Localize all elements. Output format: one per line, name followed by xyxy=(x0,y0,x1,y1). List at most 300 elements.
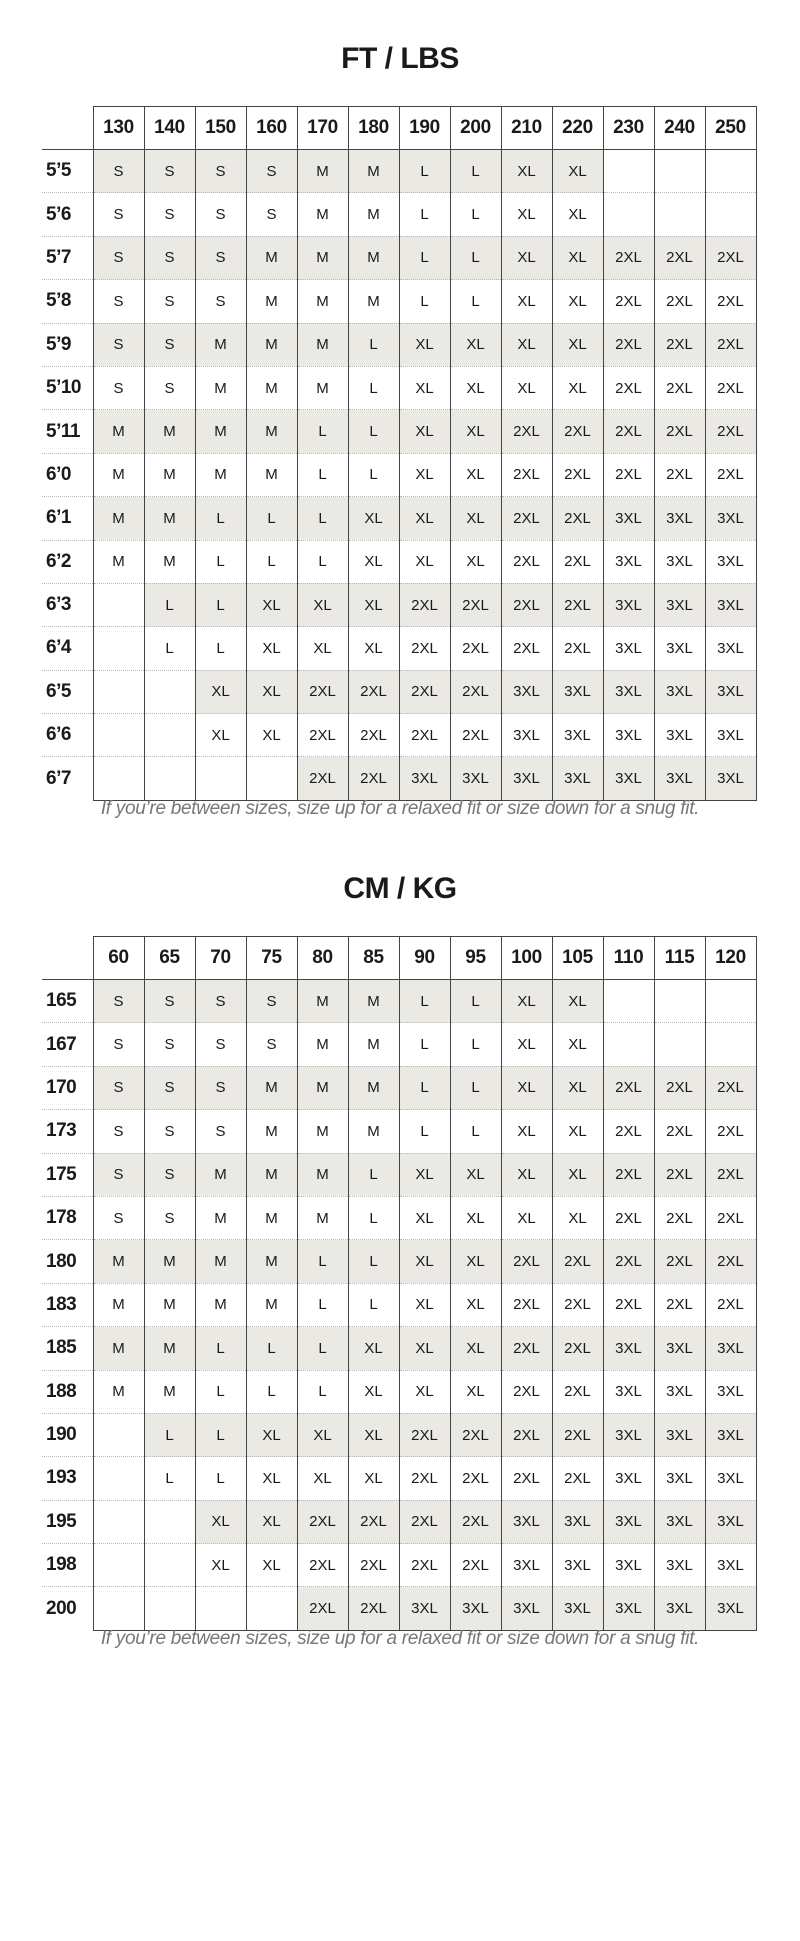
size-cell: M xyxy=(297,280,348,323)
size-cell: XL xyxy=(195,714,246,757)
table-row xyxy=(42,1196,756,1239)
size-cell: 2XL xyxy=(297,757,348,800)
size-cell: L xyxy=(297,540,348,583)
size-cell xyxy=(93,757,144,800)
size-cell xyxy=(93,1500,144,1543)
size-cell: L xyxy=(195,1457,246,1500)
size-cell: XL xyxy=(450,1283,501,1326)
size-cell: 3XL xyxy=(552,714,603,757)
size-cell: 2XL xyxy=(501,540,552,583)
size-cell: S xyxy=(195,193,246,236)
size-cell: 3XL xyxy=(654,1587,705,1630)
column-header: 100 xyxy=(501,937,552,980)
size-cell xyxy=(93,1587,144,1630)
ft-lbs-section xyxy=(0,38,800,819)
table-title: FT / LBS xyxy=(341,42,459,75)
column-header: 115 xyxy=(654,937,705,980)
size-cell: M xyxy=(144,1240,195,1283)
size-cell: 3XL xyxy=(654,627,705,670)
column-header: 200 xyxy=(450,107,501,150)
size-cell: 2XL xyxy=(399,714,450,757)
size-cell: M xyxy=(297,1196,348,1239)
row-header: 175 xyxy=(42,1153,93,1196)
table-row xyxy=(42,627,756,670)
size-cell: 3XL xyxy=(654,1457,705,1500)
size-cell: S xyxy=(93,366,144,409)
size-cell: XL xyxy=(348,1370,399,1413)
size-cell: L xyxy=(144,583,195,626)
size-cell: 2XL xyxy=(552,1240,603,1283)
size-cell: L xyxy=(348,323,399,366)
size-cell: 2XL xyxy=(348,714,399,757)
size-cell: 2XL xyxy=(297,1500,348,1543)
size-cell: S xyxy=(195,236,246,279)
size-cell xyxy=(654,980,705,1023)
size-cell: 2XL xyxy=(552,453,603,496)
size-cell: M xyxy=(195,366,246,409)
size-cell: 2XL xyxy=(399,670,450,713)
table-row xyxy=(42,1283,756,1326)
cm-kg-section xyxy=(0,868,800,1649)
size-cell: 3XL xyxy=(705,1457,756,1500)
size-cell: L xyxy=(297,1327,348,1370)
size-cell: S xyxy=(93,1196,144,1239)
size-cell: 3XL xyxy=(654,1413,705,1456)
size-cell: L xyxy=(399,280,450,323)
size-cell: L xyxy=(450,280,501,323)
size-cell: 2XL xyxy=(654,1110,705,1153)
size-cell: 3XL xyxy=(705,1544,756,1587)
size-cell: L xyxy=(297,410,348,453)
size-cell: S xyxy=(246,150,297,193)
size-cell: L xyxy=(246,540,297,583)
size-cell: 3XL xyxy=(603,1327,654,1370)
size-cell: 3XL xyxy=(399,757,450,800)
size-cell: XL xyxy=(501,193,552,236)
size-cell: XL xyxy=(501,366,552,409)
size-cell: 2XL xyxy=(654,1283,705,1326)
size-table xyxy=(42,936,757,1631)
row-header: 6’4 xyxy=(42,627,93,670)
size-cell: 2XL xyxy=(654,1066,705,1109)
size-cell: M xyxy=(348,1066,399,1109)
size-cell: XL xyxy=(552,980,603,1023)
size-cell: M xyxy=(297,366,348,409)
size-cell: S xyxy=(93,1066,144,1109)
size-cell: XL xyxy=(195,1544,246,1587)
size-cell: M xyxy=(195,1196,246,1239)
size-cell: L xyxy=(348,1240,399,1283)
size-cell: M xyxy=(348,1023,399,1066)
size-cell: XL xyxy=(246,1500,297,1543)
table-row xyxy=(42,1587,756,1630)
size-cell: M xyxy=(93,453,144,496)
size-cell: 2XL xyxy=(705,453,756,496)
size-cell: 2XL xyxy=(297,1544,348,1587)
size-cell: L xyxy=(144,627,195,670)
table-row xyxy=(42,193,756,236)
size-cell: L xyxy=(348,1196,399,1239)
size-cell: 2XL xyxy=(552,627,603,670)
size-cell: 2XL xyxy=(450,583,501,626)
size-cell xyxy=(705,1023,756,1066)
row-header: 188 xyxy=(42,1370,93,1413)
size-cell: XL xyxy=(399,410,450,453)
table-row xyxy=(42,1500,756,1543)
size-cell: 2XL xyxy=(348,1544,399,1587)
size-cell: L xyxy=(246,497,297,540)
column-header: 105 xyxy=(552,937,603,980)
size-cell: 2XL xyxy=(705,323,756,366)
size-cell: XL xyxy=(501,236,552,279)
size-cell: 3XL xyxy=(705,1500,756,1543)
size-cell: XL xyxy=(399,1283,450,1326)
size-cell: 2XL xyxy=(450,1457,501,1500)
sizing-note: If you’re between sizes, size up for a relaxed fit or size down for a snug fit. xyxy=(100,1628,700,1649)
size-cell: 3XL xyxy=(705,670,756,713)
size-cell: M xyxy=(246,1283,297,1326)
size-cell: 3XL xyxy=(603,1500,654,1543)
column-header: 220 xyxy=(552,107,603,150)
size-cell xyxy=(654,193,705,236)
size-cell: 3XL xyxy=(603,670,654,713)
size-cell: 2XL xyxy=(552,1413,603,1456)
column-header: 140 xyxy=(144,107,195,150)
size-cell: S xyxy=(246,980,297,1023)
size-cell: XL xyxy=(552,323,603,366)
table-row xyxy=(42,1457,756,1500)
size-cell: 3XL xyxy=(603,1544,654,1587)
table-row xyxy=(42,583,756,626)
size-cell xyxy=(705,150,756,193)
size-cell: XL xyxy=(399,1370,450,1413)
size-cell: L xyxy=(348,410,399,453)
size-cell: 2XL xyxy=(552,410,603,453)
size-cell: XL xyxy=(246,1413,297,1456)
size-cell: M xyxy=(297,1110,348,1153)
row-header: 6’1 xyxy=(42,497,93,540)
size-cell xyxy=(144,1587,195,1630)
size-cell: M xyxy=(195,453,246,496)
table-row xyxy=(42,1370,756,1413)
size-cell xyxy=(603,980,654,1023)
row-header: 185 xyxy=(42,1327,93,1370)
size-cell: M xyxy=(246,280,297,323)
size-cell: M xyxy=(246,1110,297,1153)
size-cell: 3XL xyxy=(552,1500,603,1543)
size-cell xyxy=(144,670,195,713)
size-cell: L xyxy=(246,1327,297,1370)
size-cell: XL xyxy=(552,1110,603,1153)
size-cell: 3XL xyxy=(705,1327,756,1370)
size-cell: L xyxy=(195,1413,246,1456)
size-cell: XL xyxy=(246,670,297,713)
size-cell: 3XL xyxy=(501,1500,552,1543)
size-cell: XL xyxy=(246,627,297,670)
size-cell: S xyxy=(144,280,195,323)
size-cell: S xyxy=(144,1023,195,1066)
size-cell: L xyxy=(348,1283,399,1326)
size-cell: XL xyxy=(246,714,297,757)
size-cell: XL xyxy=(552,150,603,193)
size-cell: XL xyxy=(501,323,552,366)
size-cell: 3XL xyxy=(654,670,705,713)
size-cell: 2XL xyxy=(654,1196,705,1239)
size-cell: L xyxy=(399,193,450,236)
table-row xyxy=(42,1240,756,1283)
size-cell: M xyxy=(297,236,348,279)
size-cell: M xyxy=(246,1240,297,1283)
size-cell: M xyxy=(195,410,246,453)
size-cell: M xyxy=(144,1370,195,1413)
size-cell: L xyxy=(297,1283,348,1326)
table-row xyxy=(42,1023,756,1066)
size-cell: XL xyxy=(399,497,450,540)
size-cell: 2XL xyxy=(552,497,603,540)
size-cell: M xyxy=(195,323,246,366)
size-cell: L xyxy=(399,1023,450,1066)
table-row xyxy=(42,1544,756,1587)
size-cell: 3XL xyxy=(450,1587,501,1630)
size-cell: M xyxy=(297,323,348,366)
size-cell: L xyxy=(195,627,246,670)
size-cell: S xyxy=(195,1023,246,1066)
size-cell: 2XL xyxy=(603,1196,654,1239)
size-cell: XL xyxy=(348,1327,399,1370)
size-cell: M xyxy=(348,980,399,1023)
size-cell: XL xyxy=(450,1370,501,1413)
size-cell: XL xyxy=(246,583,297,626)
size-cell: M xyxy=(246,410,297,453)
size-cell: 2XL xyxy=(552,1457,603,1500)
size-cell: L xyxy=(144,1457,195,1500)
table-row xyxy=(42,280,756,323)
size-cell: 3XL xyxy=(603,1413,654,1456)
size-cell: 2XL xyxy=(348,1500,399,1543)
size-cell xyxy=(246,757,297,800)
size-cell: L xyxy=(297,1370,348,1413)
size-cell: 2XL xyxy=(501,583,552,626)
size-cell: M xyxy=(144,497,195,540)
size-cell: L xyxy=(399,1066,450,1109)
table-row xyxy=(42,540,756,583)
size-cell: 2XL xyxy=(450,627,501,670)
size-cell: L xyxy=(348,366,399,409)
size-cell: 3XL xyxy=(705,1370,756,1413)
size-cell: 2XL xyxy=(705,280,756,323)
size-cell: S xyxy=(144,980,195,1023)
size-cell: XL xyxy=(552,1066,603,1109)
size-cell: S xyxy=(195,150,246,193)
size-cell: 3XL xyxy=(654,540,705,583)
size-cell xyxy=(93,714,144,757)
size-cell: 2XL xyxy=(399,583,450,626)
size-cell xyxy=(144,1544,195,1587)
size-cell: 2XL xyxy=(450,714,501,757)
size-cell: XL xyxy=(348,1457,399,1500)
size-cell: 2XL xyxy=(450,1544,501,1587)
size-cell: M xyxy=(246,323,297,366)
size-cell: 2XL xyxy=(654,366,705,409)
size-cell: M xyxy=(297,1066,348,1109)
size-cell: 2XL xyxy=(654,236,705,279)
size-cell: XL xyxy=(297,1457,348,1500)
size-cell: L xyxy=(450,1110,501,1153)
row-header: 5’9 xyxy=(42,323,93,366)
table-row xyxy=(42,1413,756,1456)
size-cell: L xyxy=(195,583,246,626)
column-header: 230 xyxy=(603,107,654,150)
row-header: 5’6 xyxy=(42,193,93,236)
size-cell: 2XL xyxy=(399,1544,450,1587)
size-cell xyxy=(603,1023,654,1066)
size-cell: L xyxy=(450,236,501,279)
table-row xyxy=(42,497,756,540)
table-row xyxy=(42,410,756,453)
row-header: 5’11 xyxy=(42,410,93,453)
table-row xyxy=(42,757,756,800)
size-cell xyxy=(144,757,195,800)
table-row xyxy=(42,670,756,713)
size-cell: M xyxy=(144,410,195,453)
size-cell: 2XL xyxy=(705,1196,756,1239)
row-header: 167 xyxy=(42,1023,93,1066)
size-cell: S xyxy=(93,193,144,236)
size-cell: XL xyxy=(399,453,450,496)
size-cell: S xyxy=(93,1153,144,1196)
size-cell: M xyxy=(297,150,348,193)
size-cell: 2XL xyxy=(348,670,399,713)
column-header: 75 xyxy=(246,937,297,980)
row-header: 6’5 xyxy=(42,670,93,713)
header-row xyxy=(42,937,756,980)
size-cell: M xyxy=(195,1153,246,1196)
size-cell: 3XL xyxy=(705,540,756,583)
row-header: 183 xyxy=(42,1283,93,1326)
size-cell: 2XL xyxy=(705,1283,756,1326)
size-cell: S xyxy=(246,193,297,236)
size-cell: XL xyxy=(399,366,450,409)
size-cell: L xyxy=(195,497,246,540)
column-header: 210 xyxy=(501,107,552,150)
size-cell: L xyxy=(348,453,399,496)
size-cell: 3XL xyxy=(603,583,654,626)
row-header: 195 xyxy=(42,1500,93,1543)
size-cell: 3XL xyxy=(552,670,603,713)
size-cell: XL xyxy=(501,1110,552,1153)
size-cell: 2XL xyxy=(705,236,756,279)
size-cell: 2XL xyxy=(603,1283,654,1326)
size-cell: 3XL xyxy=(603,714,654,757)
size-cell: L xyxy=(399,980,450,1023)
column-header: 65 xyxy=(144,937,195,980)
row-header: 5’10 xyxy=(42,366,93,409)
size-cell: L xyxy=(246,1370,297,1413)
size-cell: M xyxy=(297,1153,348,1196)
size-cell: XL xyxy=(501,1196,552,1239)
column-header: 130 xyxy=(93,107,144,150)
table-row xyxy=(42,453,756,496)
row-header: 165 xyxy=(42,980,93,1023)
column-header: 70 xyxy=(195,937,246,980)
size-cell: 2XL xyxy=(654,410,705,453)
column-header: 60 xyxy=(93,937,144,980)
size-cell: 2XL xyxy=(552,540,603,583)
size-cell: L xyxy=(195,1370,246,1413)
size-cell: 3XL xyxy=(705,714,756,757)
size-cell: 3XL xyxy=(450,757,501,800)
size-cell: M xyxy=(93,1370,144,1413)
row-header: 6’2 xyxy=(42,540,93,583)
size-cell: S xyxy=(144,193,195,236)
size-cell: 2XL xyxy=(501,1370,552,1413)
table-row xyxy=(42,323,756,366)
size-cell: 2XL xyxy=(654,323,705,366)
size-cell xyxy=(93,583,144,626)
size-cell: 3XL xyxy=(501,714,552,757)
size-cell: 2XL xyxy=(705,1110,756,1153)
size-cell: 2XL xyxy=(297,1587,348,1630)
size-cell xyxy=(93,1457,144,1500)
size-cell: L xyxy=(195,1327,246,1370)
size-cell: M xyxy=(246,453,297,496)
size-cell: M xyxy=(93,1283,144,1326)
table-row xyxy=(42,1066,756,1109)
column-header: 180 xyxy=(348,107,399,150)
size-cell: XL xyxy=(552,193,603,236)
size-cell: 2XL xyxy=(297,714,348,757)
size-cell: 2XL xyxy=(501,1283,552,1326)
column-header: 170 xyxy=(297,107,348,150)
size-cell: XL xyxy=(348,627,399,670)
size-cell: 3XL xyxy=(603,540,654,583)
size-cell: 3XL xyxy=(654,583,705,626)
table-row xyxy=(42,1327,756,1370)
size-cell: S xyxy=(93,1110,144,1153)
size-cell: 3XL xyxy=(603,757,654,800)
size-cell: 2XL xyxy=(603,453,654,496)
table-row xyxy=(42,714,756,757)
size-cell: XL xyxy=(195,670,246,713)
size-cell: 2XL xyxy=(501,453,552,496)
size-cell: 2XL xyxy=(705,366,756,409)
size-cell: 2XL xyxy=(501,1457,552,1500)
size-cell: 3XL xyxy=(603,1587,654,1630)
table-row xyxy=(42,980,756,1023)
size-cell: M xyxy=(246,1066,297,1109)
size-cell: XL xyxy=(399,1153,450,1196)
size-cell: L xyxy=(450,193,501,236)
size-cell: M xyxy=(297,980,348,1023)
size-cell: XL xyxy=(552,236,603,279)
size-cell: M xyxy=(195,1283,246,1326)
size-cell: M xyxy=(93,410,144,453)
size-cell: 3XL xyxy=(552,1587,603,1630)
size-cell: 2XL xyxy=(501,1413,552,1456)
size-cell: 2XL xyxy=(603,236,654,279)
corner-cell xyxy=(42,937,93,980)
size-cell: XL xyxy=(450,453,501,496)
size-cell: 2XL xyxy=(399,1413,450,1456)
size-cell: 2XL xyxy=(297,670,348,713)
size-cell: 2XL xyxy=(501,410,552,453)
size-cell xyxy=(195,1587,246,1630)
column-header: 160 xyxy=(246,107,297,150)
size-cell: L xyxy=(297,453,348,496)
size-cell: S xyxy=(195,280,246,323)
sizing-note: If you’re between sizes, size up for a relaxed fit or size down for a snug fit. xyxy=(100,798,700,819)
size-cell: 2XL xyxy=(348,1587,399,1630)
